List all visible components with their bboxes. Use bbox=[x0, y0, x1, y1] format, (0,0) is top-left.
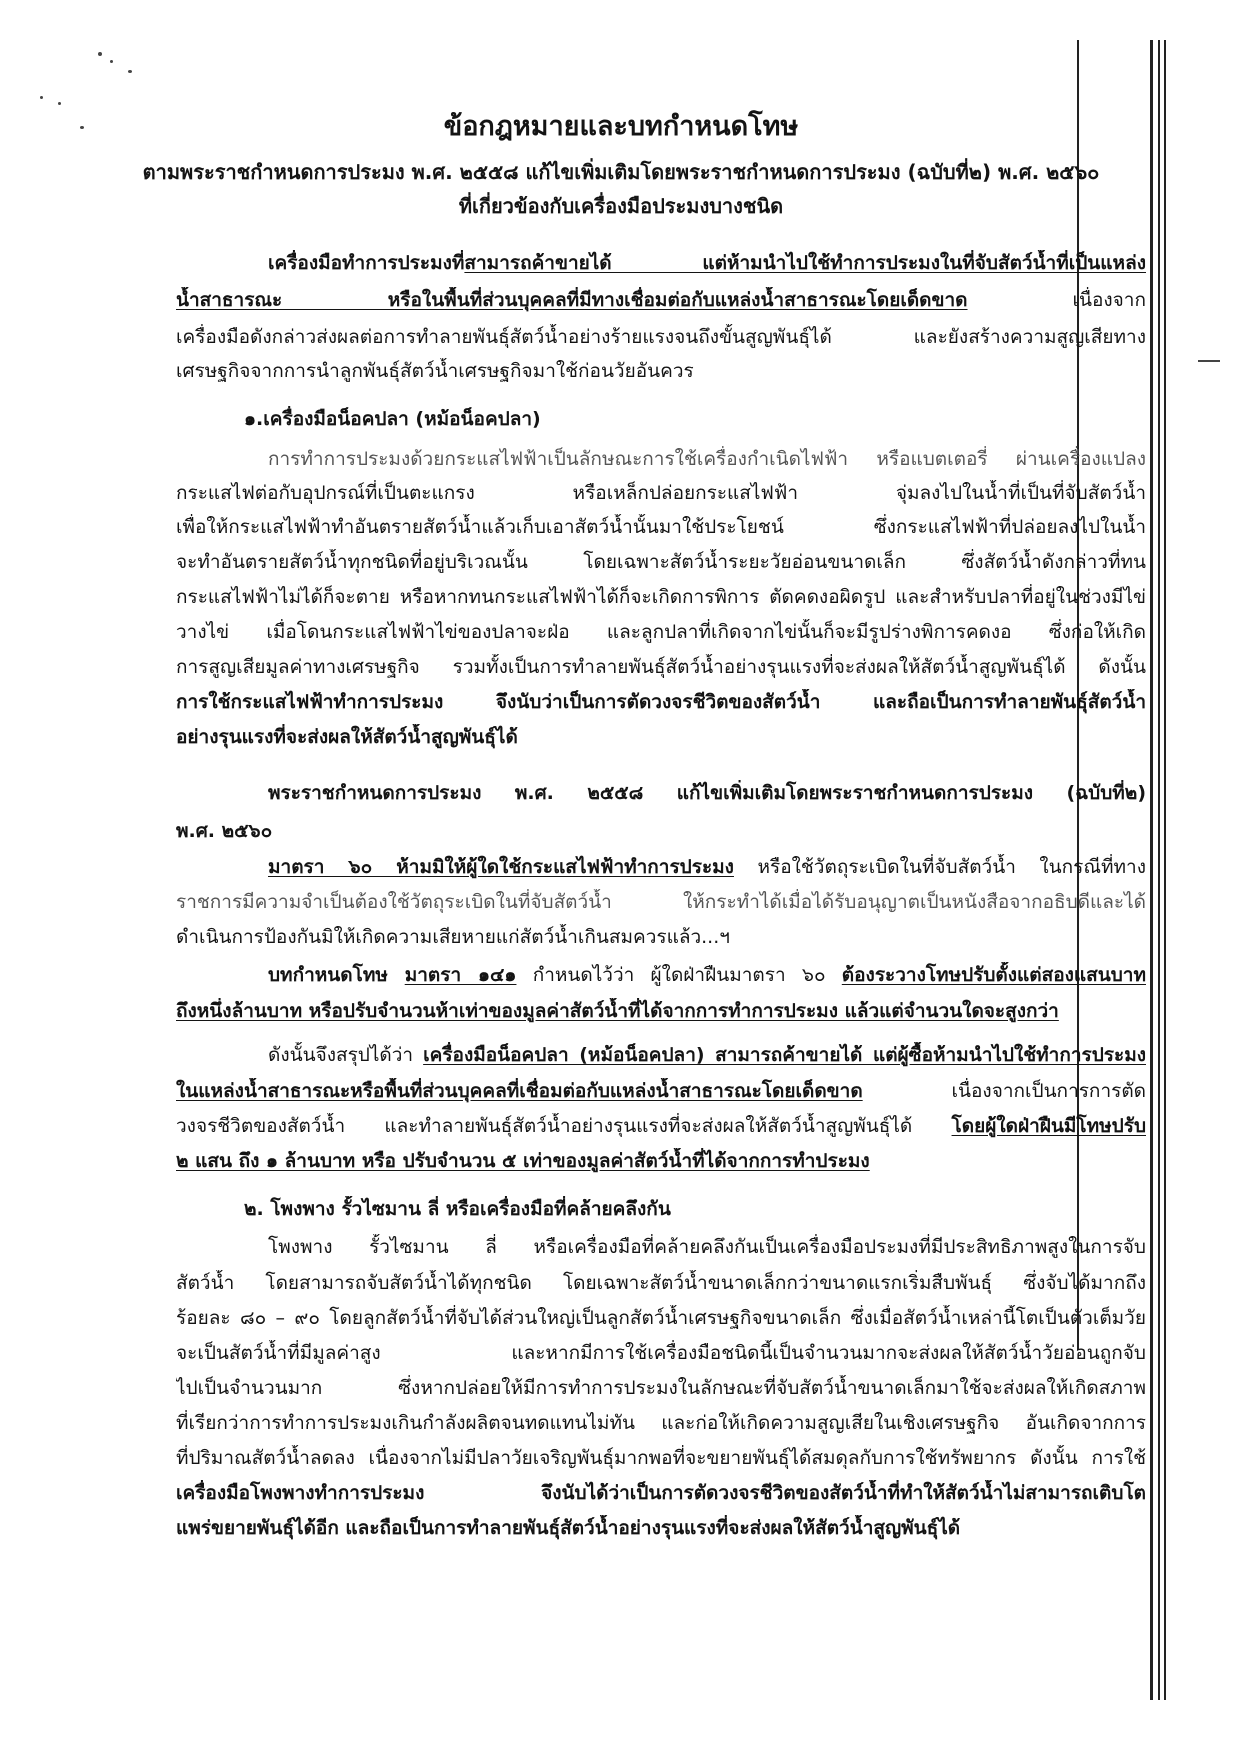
section-2-heading: ๒. โพงพาง รั้วไซมาน ลี่ หรือเครื่องมือที่คล้ายคลึงกัน bbox=[244, 1198, 671, 1220]
section-1-para-line: เพื่อให้กระแสไฟฟ้าทำอันตรายสัตว์น้ำแล้วเก็บเอาสัตว์น้ำนั้นมาใช้ประโยชน์ ซึ่งกระแสไฟฟ้าที่ปล่อยลงไปในน้ำ bbox=[176, 516, 1146, 538]
scan-speck bbox=[128, 70, 132, 73]
conclusion-line-1: ดังนั้นจึงสรุปได้ว่า เครื่องมือน็อคปลา (หม้อน็อคปลา) สามารถค้าขายได้ แต่ผู้ซื้อห้ามนำไปใช้ทำการประมง bbox=[268, 1044, 1146, 1066]
intro-line-3: เครื่องมือดังกล่าวส่งผลต่อการทำลายพันธุ์สัตว์น้ำอย่างร้ายแรงจนถึงขั้นสูญพันธุ์ได้ และยังสร้างความสูญเสียทาง bbox=[176, 326, 1146, 348]
scan-speck bbox=[110, 60, 113, 63]
decree-line-1: พระราชกำหนดการประมง พ.ศ. ๒๕๕๘ แก้ไขเพิ่มเติมโดยพระราชกำหนดการประมง (ฉบับที่๒) bbox=[268, 782, 1146, 804]
scan-speck bbox=[40, 96, 43, 99]
subtitle-line-2: ที่เกี่ยวข้องกับเครื่องมือประมงบางชนิด bbox=[458, 194, 784, 218]
section-2-para-line: สัตว์น้ำ โดยสามารถจับสัตว์น้ำได้ทุกชนิด โดยเฉพาะสัตว์น้ำขนาดเล็กกว่าขนาดแรกเริ่มสืบพันธุ์ ซึ่งจับได้มากถึง bbox=[176, 1272, 1146, 1294]
section-2-para-line: ร้อยละ ๘๐ – ๙๐ โดยลูกสัตว์น้ำที่จับได้ส่วนใหญ่เป็นลูกสัตว์น้ำเศรษฐกิจขนาดเล็ก ซึ่งเมื่อสัตว์น้ำเหล่านี้โตเป็นตัวเต็มวัย bbox=[176, 1307, 1146, 1329]
subtitle-line-1: ตามพระราชกำหนดการประมง พ.ศ. ๒๕๕๘ แก้ไขเพิ่มเติมโดยพระราชกำหนดการประมง (ฉบับที่๒) พ.ศ. ๒๕๖๐ bbox=[142, 160, 1100, 184]
intro-line-1: เครื่องมือทำการประมงที่สามารถค้าขายได้ แต่ห้ามนำไปใช้ทำการประมงในที่จับสัตว์น้ำที่เป็นแหล่ง bbox=[268, 252, 1146, 274]
section-60-line-1: มาตรา ๖๐ ห้ามมิให้ผู้ใดใช้กระแสไฟฟ้าทำการประมง หรือใช้วัตถุระเบิดในที่จับสัตว์น้ำ ในกรณีที่ทาง bbox=[268, 856, 1146, 878]
section-1-heading: ๑.เครื่องมือน็อคปลา (หม้อน็อคปลา) bbox=[244, 408, 541, 430]
section-1-para-line: จะทำอันตรายสัตว์น้ำทุกชนิดที่อยู่บริเวณนั้น โดยเฉพาะสัตว์น้ำระยะวัยอ่อนขนาดเล็ก ซึ่งสัตว์น้ำดังกล่าวที่ทน bbox=[176, 551, 1146, 573]
section-2-para-bold-line: แพร่ขยายพันธุ์ได้อีก และถือเป็นการทำลายพันธุ์สัตว์น้ำอย่างรุนแรงที่จะส่งผลให้สัตว์น้ำสูญพันธุ์ได้ bbox=[176, 1517, 961, 1539]
section-2-para-line: ที่เรียกว่าการทำการประมงเกินกำลังผลิตจนทดแทนไม่ทัน และก่อให้เกิดความสูญเสียในเชิงเศรษฐกิจ อันเกิดจากการ bbox=[176, 1412, 1146, 1434]
section-2-para-line: โพงพาง รั้วไซมาน ลี่ หรือเครื่องมือที่คล้ายคลึงกันเป็นเครื่องมือประมงที่มีประสิทธิภาพสูงในการจับ bbox=[268, 1236, 1146, 1258]
section-2-para-line: ไปเป็นจำนวนมาก ซึ่งหากปล่อยให้มีการทำการประมงในลักษณะที่จับสัตว์น้ำขนาดเล็กมาใช้จะส่งผลให้เกิดสภาพ bbox=[176, 1377, 1146, 1399]
scan-margin-line bbox=[1164, 40, 1166, 1700]
section-1-para-line: การทำการประมงด้วยกระแสไฟฟ้าเป็นลักษณะการใช้เครื่องกำเนิดไฟฟ้า หรือแบตเตอรี่ ผ่านเครื่องแปลง bbox=[268, 448, 1146, 470]
scan-margin-line bbox=[1150, 40, 1153, 1700]
scan-margin-line bbox=[1158, 40, 1160, 1700]
section-1-para-line: วางไข่ เมื่อโดนกระแสไฟฟ้าไข่ของปลาจะฝ่อ และลูกปลาที่เกิดจากไข่นั้นก็จะมีรูปร่างพิการคดงอ ซึ่งก่อให้เกิด bbox=[176, 621, 1146, 643]
section-1-para-line: การสูญเสียมูลค่าทางเศรษฐกิจ รวมทั้งเป็นการทำลายพันธุ์สัตว์น้ำอย่างรุนแรงที่จะส่งผลให้สัตว์น้ำสูญพันธุ์ได้ ดังนั้น bbox=[176, 656, 1146, 678]
section-2-para-line: ที่ปริมาณสัตว์น้ำลดลง เนื่องจากไม่มีปลาวัยเจริญพันธุ์มากพอที่จะขยายพันธุ์ได้สมดุลกับการใช้ทรัพยากร ดังนั้น การใช้ bbox=[176, 1447, 1146, 1469]
section-1-para-bold-line: การใช้กระแสไฟฟ้าทำการประมง จึงนับว่าเป็นการตัดวงจรชีวิตของสัตว์น้ำ และถือเป็นการทำลายพันธุ์สัตว์น้ำ bbox=[176, 691, 1146, 713]
decree-line-2: พ.ศ. ๒๕๖๐ bbox=[176, 820, 273, 842]
conclusion-line-4: ๒ แสน ถึง ๑ ล้านบาท หรือ ปรับจำนวน ๕ เท่าของมูลค่าสัตว์น้ำที่ได้จากการทำประมง bbox=[176, 1150, 870, 1172]
scan-dash bbox=[1198, 360, 1220, 362]
intro-line-4: เศรษฐกิจจากการนำลูกพันธุ์สัตว์น้ำเศรษฐกิจมาใช้ก่อนวัยอันควร bbox=[176, 360, 694, 382]
section-60-line-3: ดำเนินการป้องกันมิให้เกิดความเสียหายแก่สัตว์น้ำเกินสมควรแล้ว...ฯ bbox=[176, 926, 730, 948]
penalty-line-1: บทกำหนดโทษ มาตรา ๑๔๑ กำหนดไว้ว่า ผู้ใดฝ่าฝืนมาตรา ๖๐ ต้องระวางโทษปรับตั้งแต่สองแสนบาท bbox=[268, 964, 1146, 986]
section-1-para-bold-line: อย่างรุนแรงที่จะส่งผลให้สัตว์น้ำสูญพันธุ์ได้ bbox=[176, 726, 518, 748]
conclusion-line-3: วงจรชีวิตของสัตว์น้ำ และทำลายพันธุ์สัตว์น้ำอย่างรุนแรงที่จะส่งผลให้สัตว์น้ำสูญพันธุ์ได้ โดยผู้ใดฝ่าฝืนมีโทษปรับ bbox=[176, 1115, 1146, 1137]
section-2-para-bold-line: เครื่องมือโพงพางทำการประมง จึงนับได้ว่าเป็นการตัดวงจรชีวิตของสัตว์น้ำที่ทำให้สัตว์น้ำไม่สามารถเติบโต bbox=[176, 1482, 1146, 1504]
penalty-line-2: ถึงหนึ่งล้านบาท หรือปรับจำนวนห้าเท่าของมูลค่าสัตว์น้ำที่ได้จากการทำการประมง แล้วแต่จำนวนใดจะสูงกว่า bbox=[176, 1000, 1059, 1022]
section-1-para-line: กระแสไฟต่อกับอุปกรณ์ที่เป็นตะแกรง หรือเหล็กปล่อยกระแสไฟฟ้า จุ่มลงไปในน้ำที่เป็นที่จับสัตว์น้ำ bbox=[176, 482, 1146, 504]
conclusion-line-2: ในแหล่งน้ำสาธารณะหรือพื้นที่ส่วนบุคคลที่เชื่อมต่อกับแหล่งน้ำสาธารณะโดยเด็ดขาด เนื่องจากเป็นการการตัด bbox=[176, 1080, 1146, 1102]
document-title: ข้อกฎหมายและบทกำหนดโทษ bbox=[443, 111, 799, 142]
section-2-para-line: จะเป็นสัตว์น้ำที่มีมูลค่าสูง และหากมีการใช้เครื่องมือชนิดนี้เป็นจำนวนมากจะส่งผลให้สัตว์น้ำวัยอ่อนถูกจับ bbox=[176, 1342, 1146, 1364]
intro-line-2: น้ำสาธารณะ หรือในพื้นที่ส่วนบุคคลที่มีทางเชื่อมต่อกับแหล่งน้ำสาธารณะโดยเด็ดขาด เนื่องจาก bbox=[176, 289, 1146, 311]
section-1-para-line: กระแสไฟฟ้าไม่ได้ก็จะตาย หรือหากทนกระแสไฟฟ้าได้ก็จะเกิดการพิการ ตัดคดงอผิดรูป และสำหรับปลาที่อยู่ในช่วงมีไข่ bbox=[176, 586, 1146, 608]
section-60-line-2: ราชการมีความจำเป็นต้องใช้วัตถุระเบิดในที่จับสัตว์น้ำ ให้กระทำได้เมื่อได้รับอนุญาตเป็นหนังสือจากอธิบดีและได้ bbox=[176, 891, 1146, 913]
scan-speck bbox=[98, 52, 102, 56]
